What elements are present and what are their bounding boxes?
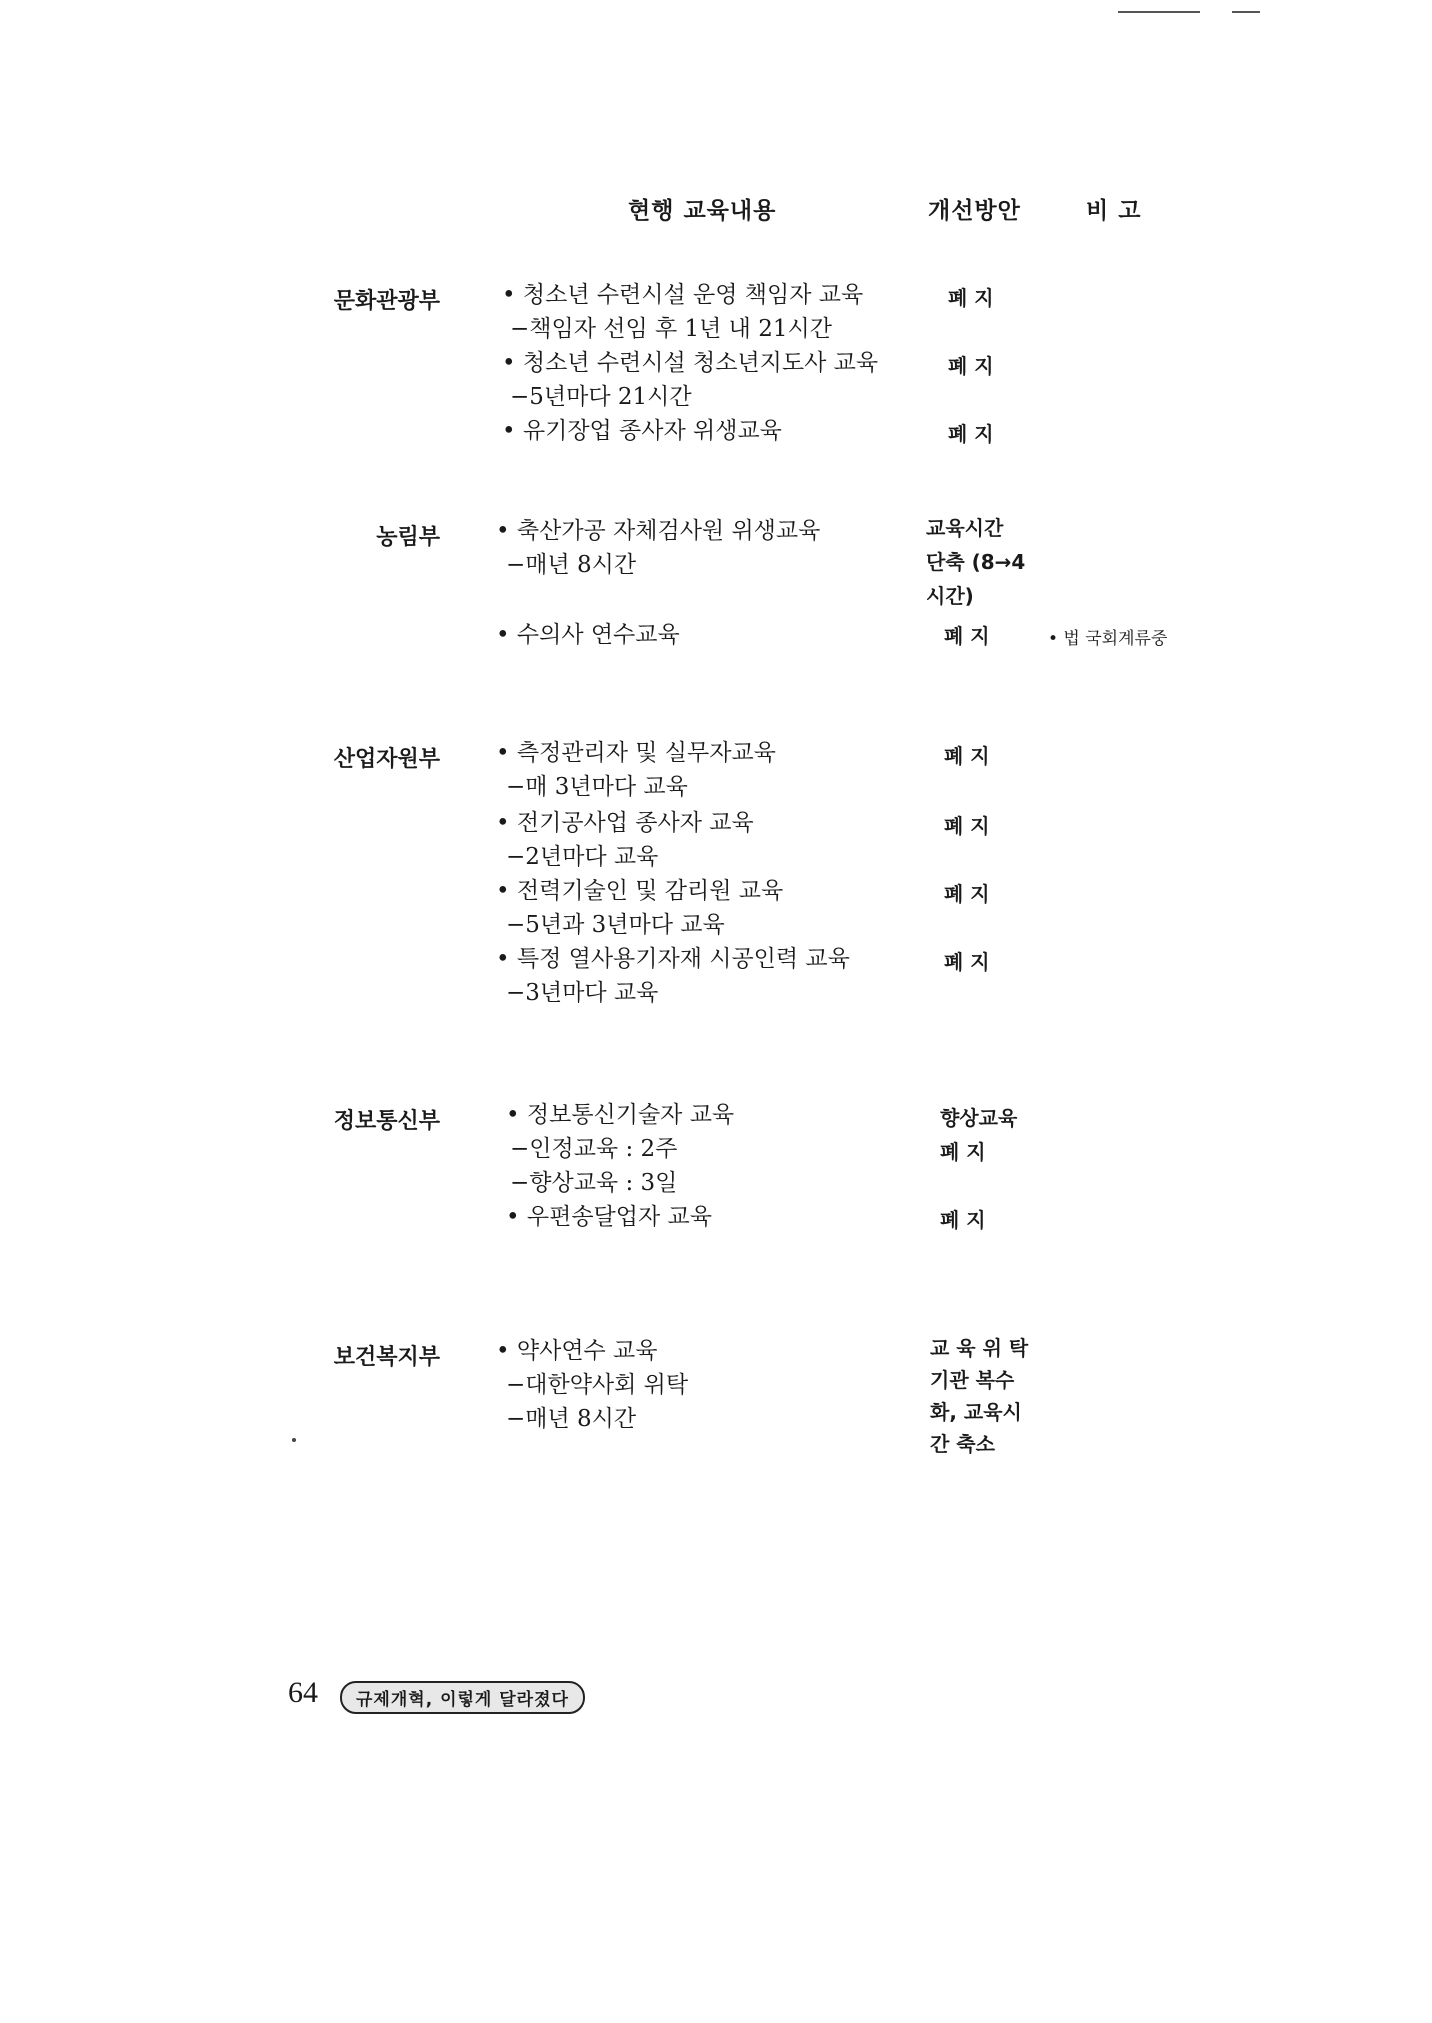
item-line: • 청소년 수련시설 운영 책임자 교육 [502, 282, 864, 308]
item-line: −매 3년마다 교육 [506, 774, 688, 800]
item-line: −3년마다 교육 [506, 980, 659, 1006]
plan-value: 폐 지 [948, 354, 994, 378]
item-line: • 축산가공 자체검사원 위생교육 [496, 518, 821, 544]
plan-value: 기관 복수 [930, 1368, 1015, 1392]
item-line: −책임자 선임 후 1년 내 21시간 [510, 316, 832, 342]
item-line: • 유기장업 종사자 위생교육 [502, 418, 782, 444]
page-number: 64 [288, 1676, 318, 1709]
plan-value: 향상교육 [940, 1106, 1018, 1130]
item-line: • 정보통신기술자 교육 [506, 1102, 735, 1128]
item-line: • 전력기술인 및 감리원 교육 [496, 878, 784, 904]
plan-value: 폐 지 [944, 624, 990, 648]
item-line: −5년과 3년마다 교육 [506, 912, 725, 938]
item-line: −향상교육 : 3일 [510, 1170, 678, 1196]
item-line: −인정교육 : 2주 [510, 1136, 678, 1162]
scan-line [1232, 11, 1260, 13]
plan-value: 폐 지 [940, 1140, 986, 1164]
plan-value: 폐 지 [944, 744, 990, 768]
item-line: • 측정관리자 및 실무자교육 [496, 740, 776, 766]
plan-value: 화, 교육시 [930, 1400, 1022, 1424]
item-line: −대한약사회 위탁 [506, 1372, 689, 1398]
ministry-label: 문화관광부 [333, 289, 440, 314]
item-line: −매년 8시간 [506, 552, 637, 578]
ministry-label: 보건복지부 [333, 1345, 440, 1370]
item-line: • 수의사 연수교육 [496, 622, 680, 648]
plan-value: 간 축소 [930, 1432, 995, 1456]
plan-value: 단축 (8→4 [926, 550, 1026, 574]
scan-line [1118, 11, 1200, 13]
note-text: • 법 국회계류중 [1048, 629, 1168, 649]
ministry-label: 정보통신부 [333, 1109, 440, 1134]
item-line: −2년마다 교육 [506, 844, 659, 870]
item-line: • 특정 열사용기자재 시공인력 교육 [496, 946, 850, 972]
plan-value: 폐 지 [948, 286, 994, 310]
plan-value: 폐 지 [948, 422, 994, 446]
item-line: • 우편송달업자 교육 [506, 1204, 712, 1230]
plan-value: 교육시간 [926, 516, 1004, 540]
header-current: 현행 교육내용 [628, 198, 777, 224]
plan-value: 폐 지 [944, 882, 990, 906]
plan-value: 폐 지 [944, 950, 990, 974]
ministry-label: 산업자원부 [333, 747, 440, 772]
plan-value: 폐 지 [940, 1208, 986, 1232]
plan-value: 시간) [926, 584, 974, 608]
item-line: −5년마다 21시간 [510, 384, 692, 410]
item-line: −매년 8시간 [506, 1406, 637, 1432]
plan-value: 폐 지 [944, 814, 990, 838]
ministry-label: 농림부 [376, 525, 440, 550]
item-line: • 약사연수 교육 [496, 1338, 658, 1364]
plan-value: 교 육 위 탁 [930, 1336, 1029, 1360]
series-title: 규제개혁, 이렇게 달라졌다 [340, 1681, 585, 1714]
header-plan: 개선방안 [928, 198, 1021, 224]
item-line: • 청소년 수련시설 청소년지도사 교육 [502, 350, 879, 376]
scan-dot [292, 1438, 296, 1442]
header-note: 비 고 [1086, 198, 1142, 224]
item-line: • 전기공사업 종사자 교육 [496, 810, 754, 836]
